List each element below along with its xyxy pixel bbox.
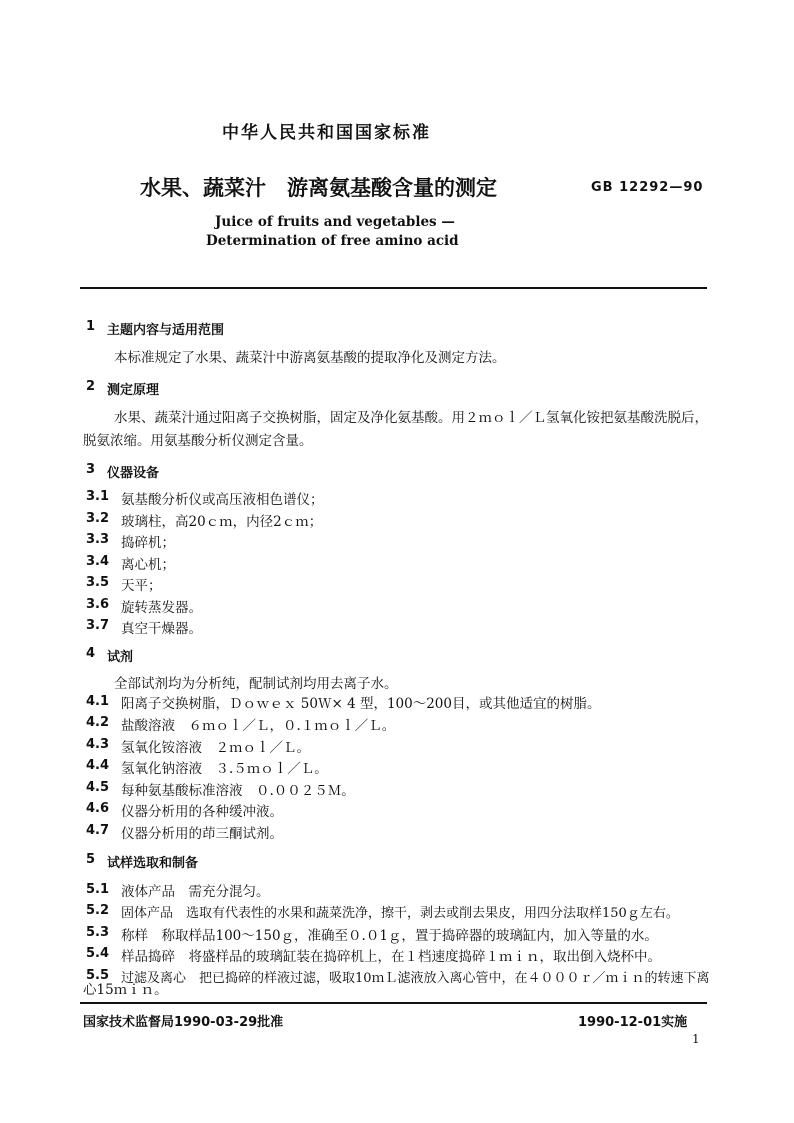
section-2-title: 测定原理 (107, 383, 160, 398)
item-3-1-number: 3.1 (86, 489, 110, 504)
item-4-2-number: 4.2 (86, 715, 110, 730)
page-number: 1 (692, 1032, 700, 1046)
section-1-text: 本标准规定了水果、蔬菜汁中游离氨基酸的提取净化及测定方法。 (114, 350, 506, 366)
item-3-2-text: 玻璃柱，高20ｃｍ，内径2ｃｍ； (121, 514, 323, 530)
section-2-number: 2 (86, 379, 96, 394)
item-3-2-number: 3.2 (86, 511, 110, 526)
item-3-7-number: 3.7 (86, 618, 110, 633)
item-3-3-text: 捣碎机； (121, 535, 175, 551)
item-5-5-continuation: 心15ｍｉｎ。 (83, 982, 168, 998)
item-3-4-text: 离心机； (121, 557, 175, 573)
item-4-3-text: 氢氧化铵溶液 ２ｍｏｌ／Ｌ。 (121, 740, 310, 756)
item-3-6-number: 3.6 (86, 597, 110, 612)
item-4-7-number: 4.7 (86, 823, 110, 838)
item-5-3-number: 5.3 (86, 925, 110, 940)
item-3-4-number: 3.4 (86, 554, 110, 569)
item-5-2-number: 5.2 (86, 903, 110, 918)
item-5-1-number: 5.1 (86, 882, 110, 897)
issuing-authority: 中华人民共和国国家标准 (222, 123, 431, 143)
item-3-5-text: 天平； (121, 578, 162, 594)
item-5-5-number: 5.5 (86, 968, 110, 983)
item-3-1-text: 氨基酸分析仪或高压液相色谱仪； (121, 492, 324, 508)
section-4-intro: 全部试剂均为分析纯，配制试剂均用去离子水。 (114, 676, 398, 692)
item-4-6-number: 4.6 (86, 801, 110, 816)
item-5-2-text: 固体产品 选取有代表性的水果和蔬菜洗净，擦干，剥去或削去果皮，用四分法取样150ｇ左右。 (121, 906, 679, 921)
section-4-title: 试剂 (107, 650, 134, 665)
section-4-number: 4 (86, 646, 96, 661)
section-3-number: 3 (86, 462, 96, 477)
item-4-4-number: 4.4 (86, 758, 110, 773)
section-2-text-line1: 水果、蔬菜汁通过阳离子交换树脂，固定及净化氨基酸。用２ｍｏｌ／Ｌ氢氧化铵把氨基酸洗脱后， (114, 410, 708, 426)
item-4-5-text: 每种氨基酸标准溶液 ０.００２５Ｍ。 (121, 783, 355, 799)
item-4-3-number: 4.3 (86, 737, 110, 752)
item-4-6-text: 仪器分析用的各种缓冲液。 (121, 804, 283, 820)
standard-title-en-line2: Determination of free amino acid (206, 233, 459, 249)
item-5-3-text: 称样 称取样品100～150ｇ，准确至０.０1ｇ，置于捣碎器的玻璃缸内，加入等量的水。 (121, 928, 658, 944)
item-5-1-text: 液体产品 需充分混匀。 (121, 884, 270, 900)
standard-code: GB 12292—90 (591, 180, 704, 195)
item-4-5-number: 4.5 (86, 780, 110, 795)
item-5-4-number: 5.4 (86, 946, 110, 961)
item-4-1-number: 4.1 (86, 694, 110, 709)
item-3-5-number: 3.5 (86, 575, 110, 590)
footer-rule (80, 1002, 707, 1004)
section-5-title: 试样选取和制备 (107, 856, 199, 871)
item-4-2-text: 盐酸溶液 ６ｍｏｌ／Ｌ，０.１ｍｏｌ／Ｌ。 (121, 718, 396, 734)
section-2-text-line2: 脱氨浓缩。用氨基酸分析仪测定含量。 (83, 433, 313, 449)
header-rule (80, 287, 707, 289)
approval-date: 国家技术监督局1990-03-29批准 (83, 1015, 284, 1030)
item-4-4-text: 氢氧化钠溶液 ３.５ｍｏｌ／Ｌ。 (121, 761, 328, 777)
section-5-number: 5 (86, 852, 96, 867)
item-4-1-text: 阳离子交换树脂，Ｄｏｗｅｘ 50Ｗ× 4 型，100～200目，或其他适宜的树脂。 (121, 696, 601, 712)
standard-title-en-line1: Juice of fruits and vegetables — (215, 214, 455, 230)
item-3-6-text: 旋转蒸发器。 (121, 600, 202, 616)
section-1-number: 1 (86, 319, 96, 334)
section-3-title: 仪器设备 (107, 466, 160, 481)
item-3-3-number: 3.3 (86, 532, 110, 547)
item-5-5-text: 过滤及离心 把已捣碎的样液过滤，吸取10ｍＬ滤液放入离心管中，在４０００ｒ／ｍｉｎ的转速下离 (121, 971, 710, 986)
standard-title-cn: 水果、蔬菜汁 游离氨基酸含量的测定 (140, 176, 497, 200)
item-5-4-text: 样品捣碎 将盛样品的玻璃缸装在捣碎机上，在１档速度捣碎１ｍｉｎ，取出倒入烧杯中。 (121, 949, 661, 965)
section-1-title: 主题内容与适用范围 (107, 323, 225, 338)
item-3-7-text: 真空干燥器。 (121, 621, 202, 637)
effective-date: 1990-12-01实施 (578, 1015, 688, 1030)
item-4-7-text: 仪器分析用的茚三酮试剂。 (121, 826, 283, 842)
